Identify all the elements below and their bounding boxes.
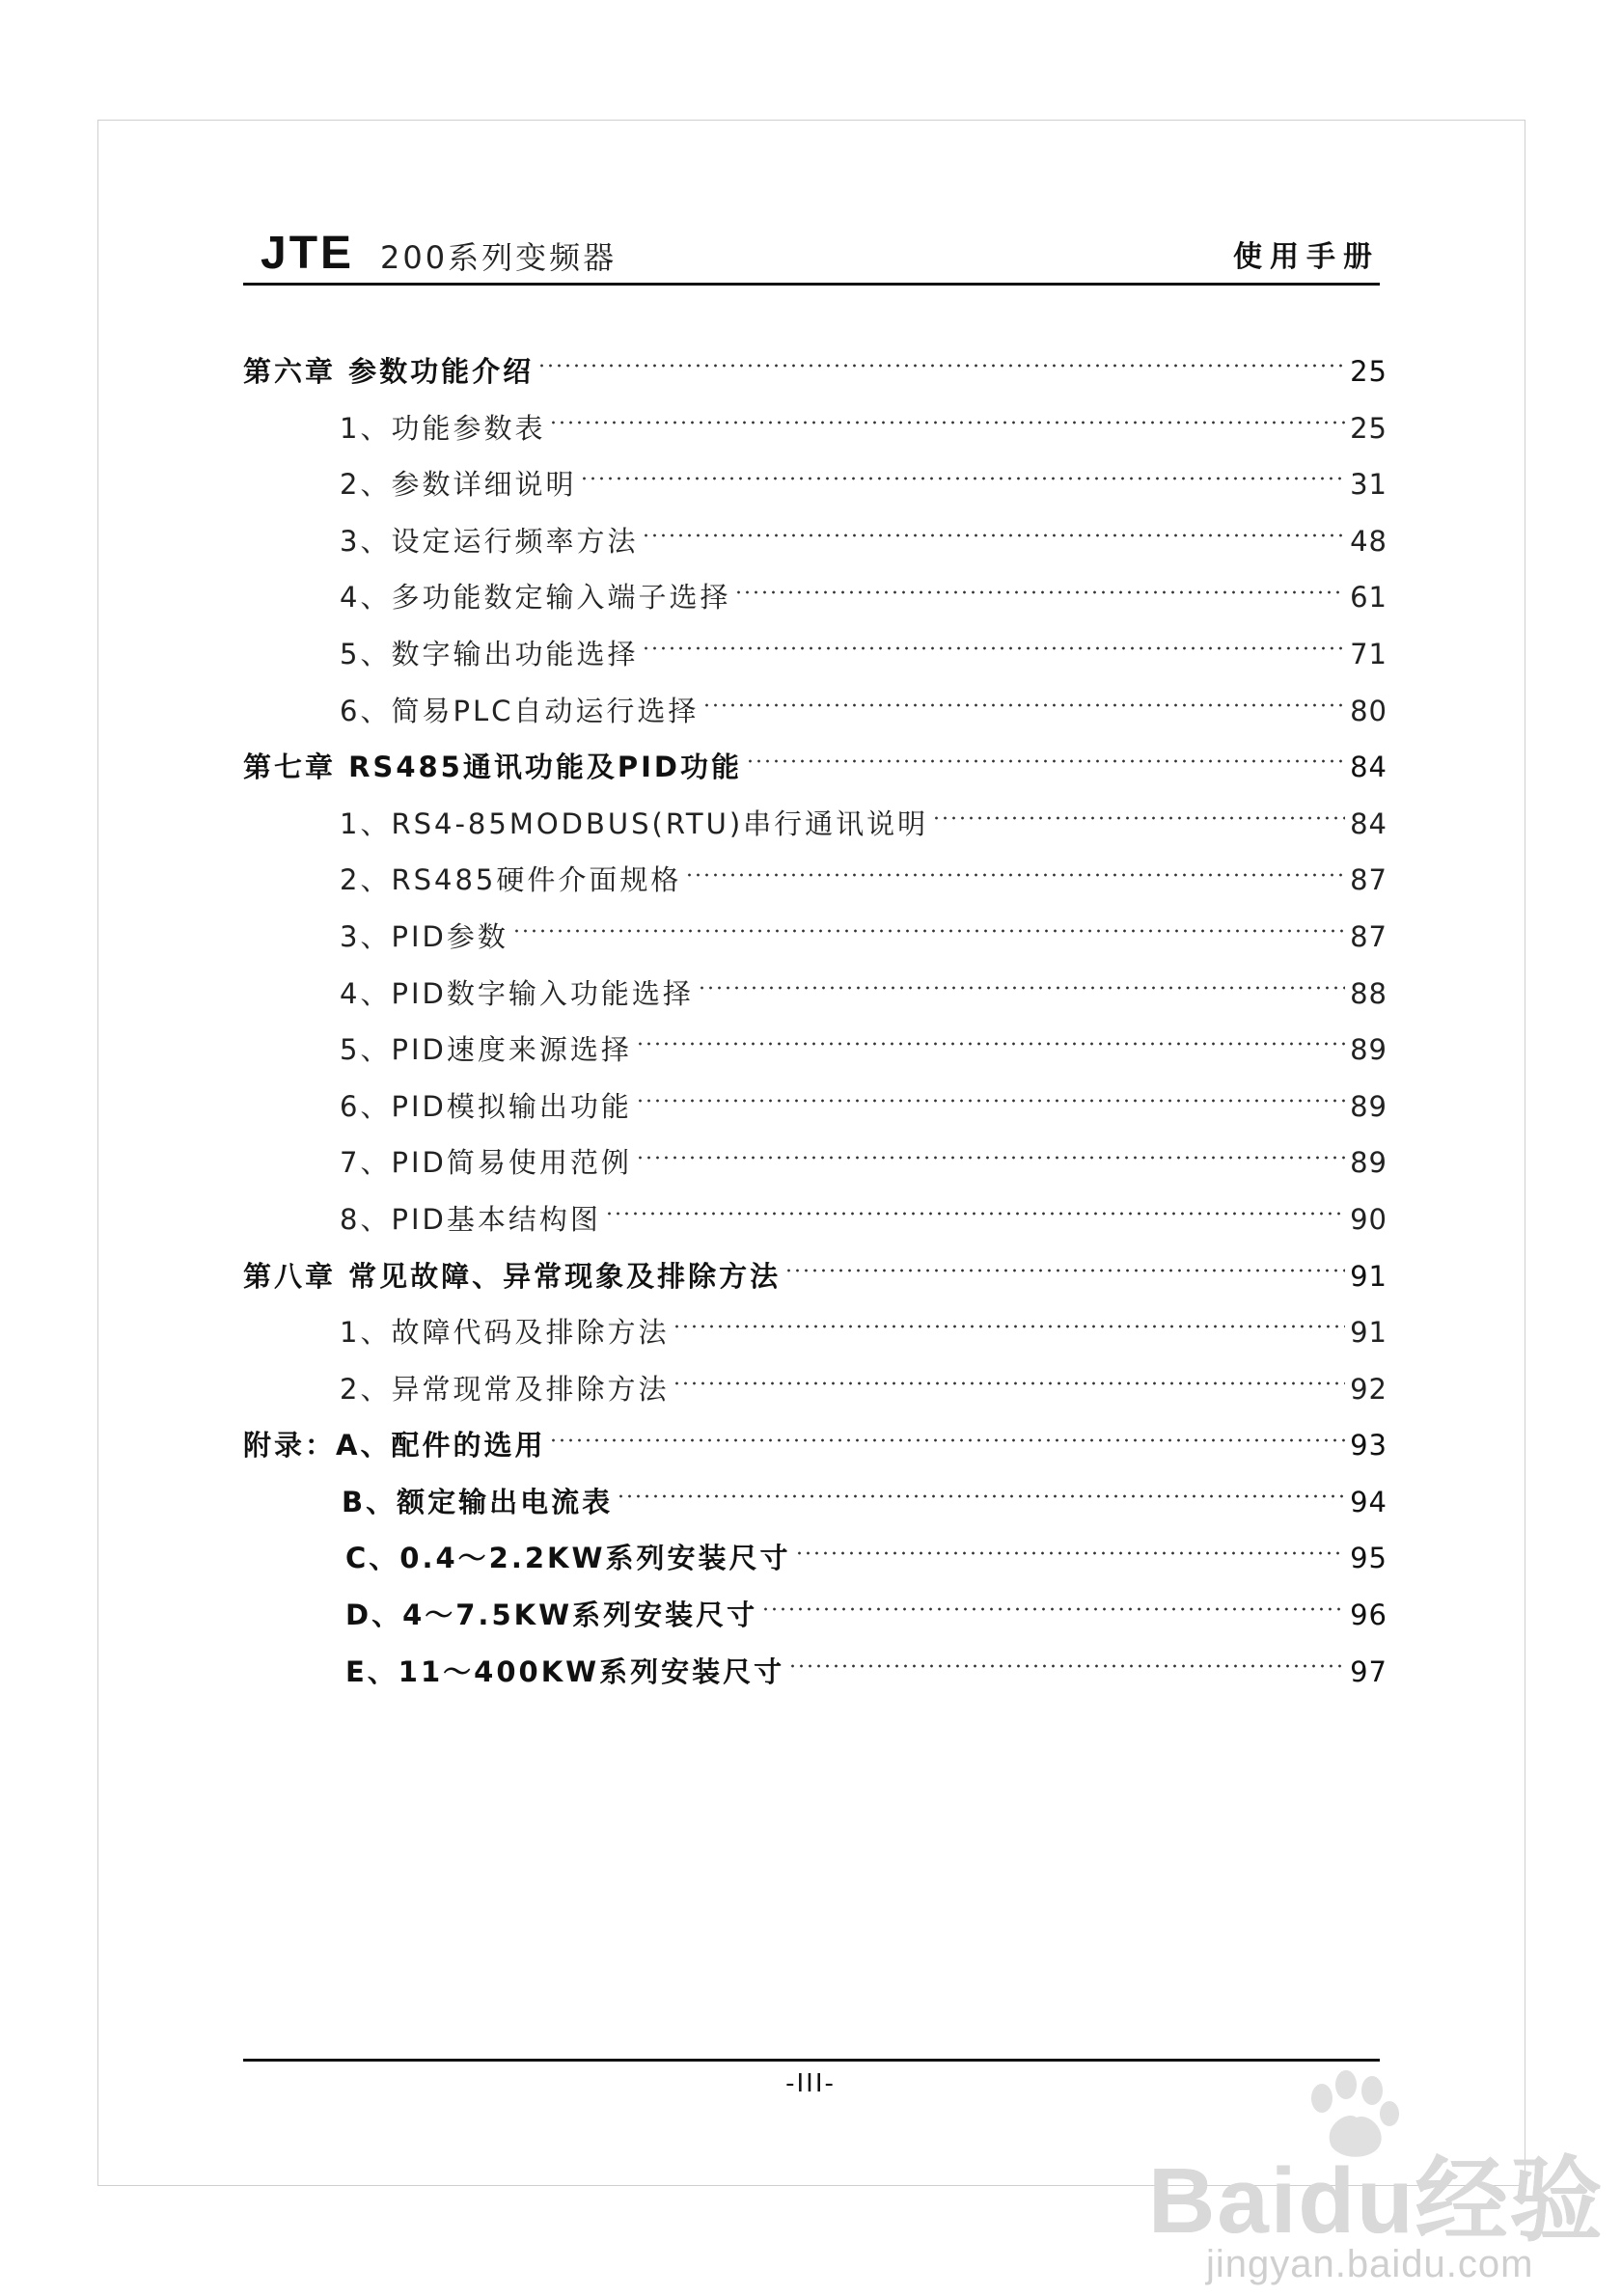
toc-entry[interactable] (243, 683, 1387, 740)
toc-entry[interactable] (243, 1079, 1387, 1135)
toc-entry-page: 89 (1350, 1033, 1387, 1067)
watermark-brand: Baidu经验 (1148, 2149, 1605, 2253)
product-title: 200系列变频器 (380, 239, 618, 276)
toc-entry-page: 88 (1350, 976, 1387, 1010)
toc-dot-leader (795, 1551, 1346, 1555)
toc-entry-label: 第八章 常见故障、异常现象及排除方法 (243, 1259, 782, 1293)
toc-dot-leader (580, 477, 1345, 480)
toc-entry[interactable] (243, 1191, 1387, 1248)
toc-entry-label: 8、PID基本结构图 (340, 1202, 601, 1236)
toc-dot-leader (702, 703, 1345, 707)
toc-dot-leader (698, 986, 1345, 990)
toc-entry[interactable] (243, 1474, 1387, 1531)
toc-entry-page: 92 (1350, 1372, 1387, 1406)
toc-entry-page: 80 (1350, 694, 1387, 727)
toc-entry[interactable] (243, 626, 1387, 683)
toc-entry-label: 1、RS4-85MODBUS(RTU)串行通讯说明 (340, 806, 929, 840)
toc-entry[interactable] (243, 909, 1387, 966)
toc-entry-page: 89 (1350, 1146, 1387, 1180)
toc-entry[interactable] (243, 1417, 1387, 1474)
toc-entry-label: 1、功能参数表 (340, 411, 546, 445)
toc-entry[interactable] (243, 966, 1387, 1023)
toc-entry-page: 87 (1350, 863, 1387, 897)
toc-entry-label: 5、PID速度来源选择 (340, 1033, 632, 1067)
toc-entry[interactable] (243, 1587, 1387, 1644)
toc-dot-leader (512, 929, 1345, 933)
toc-entry-label: 5、数字输出功能选择 (340, 637, 639, 670)
toc-entry-label: B、额定输出电流表 (342, 1485, 614, 1518)
toc-dot-leader (617, 1494, 1345, 1498)
running-header (243, 224, 1380, 284)
toc-dot-leader (549, 421, 1345, 424)
toc-entry-page: 87 (1350, 919, 1387, 953)
toc-entry-label: 第六章 参数功能介绍 (243, 355, 535, 388)
toc-entry-page: 84 (1350, 751, 1387, 784)
toc-entry[interactable] (243, 513, 1387, 570)
toc-dot-leader (784, 1269, 1345, 1272)
toc-entry[interactable] (243, 569, 1387, 626)
toc-entry-page: 25 (1350, 355, 1387, 388)
toc-entry-label: 6、简易PLC自动运行选择 (340, 694, 700, 727)
toc-dot-leader (636, 1042, 1345, 1046)
toc-entry[interactable] (243, 852, 1387, 909)
toc-entry-label: 3、设定运行频率方法 (340, 524, 639, 558)
toc-entry[interactable] (243, 1644, 1387, 1701)
toc-entry-page: 96 (1350, 1599, 1387, 1632)
toc-dot-leader (605, 1212, 1345, 1216)
toc-entry-label: 2、RS485硬件介面规格 (340, 863, 682, 897)
toc-entry[interactable] (243, 456, 1387, 513)
toc-entry-label: 2、异常现常及排除方法 (340, 1372, 670, 1406)
toc-entry-label: D、4～7.5KW系列安装尺寸 (345, 1599, 758, 1632)
toc-entry-label: 6、PID模拟输出功能 (340, 1089, 632, 1123)
toc-entry-page: 90 (1350, 1202, 1387, 1236)
toc-entry-page: 94 (1350, 1485, 1387, 1518)
toc-entry-page: 71 (1350, 637, 1387, 670)
toc-entry[interactable] (243, 796, 1387, 853)
toc-entry-label: 2、参数详细说明 (340, 468, 577, 502)
toc-dot-leader (746, 759, 1345, 763)
toc-entry-label: 4、多功能数定输入端子选择 (340, 581, 731, 615)
toc-dot-leader (636, 1156, 1345, 1160)
toc-entry-label: C、0.4～2.2KW系列安装尺寸 (345, 1542, 791, 1575)
toc-dot-leader (636, 1099, 1345, 1103)
toc-entry[interactable] (243, 1248, 1387, 1305)
toc-entry-page: 89 (1350, 1089, 1387, 1123)
toc-entry-label: 7、PID简易使用范例 (340, 1146, 632, 1180)
toc-dot-leader (642, 646, 1345, 650)
toc-entry[interactable] (243, 1530, 1387, 1587)
toc-dot-leader (673, 1381, 1345, 1385)
toc-dot-leader (673, 1325, 1345, 1328)
toc-dot-leader (734, 590, 1345, 594)
toc-entry-label: E、11～400KW系列安装尺寸 (345, 1654, 785, 1688)
toc-dot-leader (685, 873, 1345, 877)
toc-entry-page: 91 (1350, 1316, 1387, 1350)
toc-dot-leader (549, 1438, 1345, 1442)
toc-entry[interactable] (243, 1022, 1387, 1079)
toc-entry[interactable] (243, 1304, 1387, 1361)
toc-entry-label: 第七章 RS485通讯功能及PID功能 (243, 751, 742, 784)
toc-entry[interactable] (243, 400, 1387, 457)
toc-entry-page: 93 (1350, 1429, 1387, 1462)
toc-dot-leader (761, 1607, 1345, 1611)
watermark-url: jingyan.baidu.com (1206, 2243, 1534, 2285)
manual-title: 使用手册 (1233, 240, 1380, 274)
toc-entry[interactable] (243, 1361, 1387, 1418)
page-number: -III- (785, 2069, 836, 2098)
toc-entry-page: 31 (1350, 468, 1387, 502)
toc-dot-leader (642, 533, 1345, 537)
toc-entry-page: 95 (1350, 1542, 1387, 1575)
brand-logo: JTE (261, 228, 355, 279)
toc-entry-page: 25 (1350, 411, 1387, 445)
toc-dot-leader (932, 816, 1345, 820)
toc-entry[interactable] (243, 343, 1387, 400)
toc-entry-label: 附录：A、配件的选用 (243, 1429, 546, 1462)
table-of-contents (243, 343, 1387, 1700)
toc-entry-page: 48 (1350, 524, 1387, 558)
toc-entry-page: 84 (1350, 806, 1387, 840)
footer-rule (243, 2059, 1380, 2062)
toc-entry-label: 3、PID参数 (340, 919, 508, 953)
toc-entry-label: 4、PID数字输入功能选择 (340, 976, 694, 1010)
toc-entry-page: 61 (1350, 581, 1387, 615)
toc-entry[interactable] (243, 1134, 1387, 1191)
toc-dot-leader (537, 364, 1345, 368)
toc-entry-label: 1、故障代码及排除方法 (340, 1316, 670, 1350)
baidu-watermark (1148, 2069, 1605, 2291)
header-rule (243, 283, 1380, 286)
toc-entry[interactable] (243, 739, 1387, 796)
toc-entry-page: 97 (1350, 1654, 1387, 1688)
toc-entry-page: 91 (1350, 1259, 1387, 1293)
toc-dot-leader (788, 1664, 1345, 1668)
